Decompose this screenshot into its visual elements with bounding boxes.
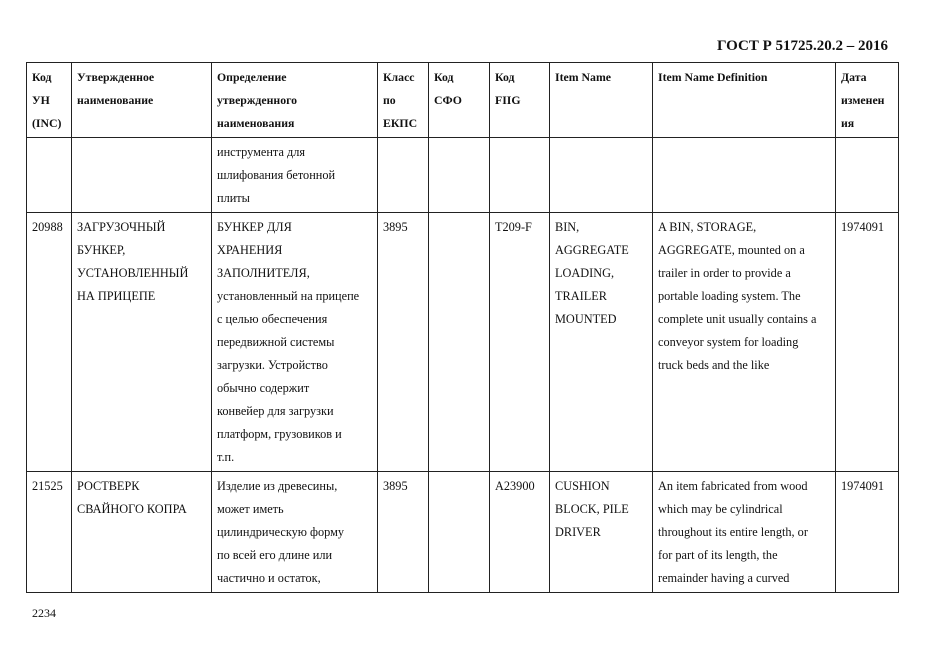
cell-approved-name (72, 138, 212, 213)
cell-name-definition-line: БУНКЕР ДЛЯ (217, 220, 292, 234)
cell-inc-code (27, 138, 72, 213)
cell-item-name-definition-line: remainder having a curved (658, 571, 790, 585)
cell-name-definition-line: установленный на прицепе (217, 289, 360, 303)
cell-item-name-definition (653, 213, 836, 472)
cell-name-definition-line: передвижной системы (217, 335, 335, 349)
header-inc-code (27, 63, 72, 138)
header-sfo-code-line: Код (434, 70, 454, 84)
cell-change-date (836, 138, 899, 213)
cell-approved-name-line: НА ПРИЦЕПЕ (77, 289, 156, 303)
cell-name-definition-line: платформ, грузовиков и (217, 427, 342, 441)
header-item-name (550, 63, 653, 138)
cell-name-definition-line: конвейер для загрузки (217, 404, 334, 418)
cell-ekps-class (378, 138, 429, 213)
cell-fiig-code (490, 138, 550, 213)
header-fiig-code-line: Код (495, 70, 515, 84)
cell-item-name-definition-line: AGGREGATE, mounted on a (658, 243, 805, 257)
header-ekps-class-line: по (383, 93, 396, 107)
header-fiig-code (490, 63, 550, 138)
cell-item-name-definition-line: which may be cylindrical (658, 502, 783, 516)
cell-name-definition-line: с целью обеспечения (217, 312, 328, 326)
cell-name-definition-line: Изделие из древесины, (217, 479, 338, 493)
cell-item-name-definition-line: An item fabricated from wood (658, 479, 808, 493)
cell-item-name (550, 472, 653, 593)
cell-inc-code-line: 20988 (32, 220, 63, 234)
cell-item-name-line: LOADING, (555, 266, 615, 280)
header-inc-code-line: УН (32, 93, 50, 107)
header-fiig-code-line: FIIG (495, 93, 521, 107)
cell-fiig-code (490, 213, 550, 472)
cell-approved-name-line: СВАЙНОГО КОПРА (77, 502, 187, 516)
cell-item-name-line: TRAILER (555, 289, 607, 303)
cell-item-name-definition-line: trailer in order to provide a (658, 266, 791, 280)
header-change-date (836, 63, 899, 138)
cell-item-name (550, 213, 653, 472)
header-name-definition-line: наименования (217, 116, 295, 130)
header-ekps-class-line: Класс (383, 70, 415, 84)
header-approved-name (72, 63, 212, 138)
cell-inc-code-line: 21525 (32, 479, 63, 493)
cell-change-date (836, 472, 899, 593)
cell-ekps-class-line: 3895 (383, 220, 408, 234)
cell-approved-name-line: УСТАНОВЛЕННЫЙ (77, 266, 189, 280)
cell-item-name-definition (653, 472, 836, 593)
cell-sfo-code (429, 472, 490, 593)
cell-name-definition-line: шлифования бетонной (217, 168, 336, 182)
header-change-date-line: изменен (841, 93, 885, 107)
cell-inc-code (27, 472, 72, 593)
cell-change-date-line: 1974091 (841, 220, 885, 234)
cell-item-name-line: BLOCK, PILE (555, 502, 629, 516)
table-row (27, 138, 899, 213)
cell-item-name-definition-line: conveyor system for loading (658, 335, 799, 349)
cell-sfo-code (429, 138, 490, 213)
header-change-date-line: Дата (841, 70, 867, 84)
cell-ekps-class (378, 213, 429, 472)
cell-change-date-line: 1974091 (841, 479, 885, 493)
cell-item-name-definition (653, 138, 836, 213)
cell-inc-code (27, 213, 72, 472)
cell-item-name-line: BIN, (555, 220, 580, 234)
header-item-name-definition (653, 63, 836, 138)
cell-name-definition-line: плиты (217, 191, 250, 205)
cell-name-definition-line: ЗАПОЛНИТЕЛЯ, (217, 266, 310, 280)
cell-ekps-class (378, 472, 429, 593)
header-sfo-code-line: СФО (434, 93, 462, 107)
cell-name-definition-line: загрузки. Устройство (217, 358, 328, 372)
cell-approved-name (72, 213, 212, 472)
cell-item-name-definition-line: for part of its length, the (658, 548, 778, 562)
cell-change-date (836, 213, 899, 472)
cell-name-definition-line: может иметь (217, 502, 284, 516)
cell-item-name-definition-line: complete unit usually contains a (658, 312, 817, 326)
header-ekps-class (378, 63, 429, 138)
cell-name-definition-line: обычно содержит (217, 381, 310, 395)
cell-approved-name-line: РОСТВЕРК (77, 479, 140, 493)
cell-sfo-code (429, 213, 490, 472)
header-sfo-code (429, 63, 490, 138)
cell-item-name-line: AGGREGATE (555, 243, 629, 257)
cell-fiig-code-line: T209-F (495, 220, 532, 234)
cell-approved-name (72, 472, 212, 593)
header-approved-name-line: Утвержденное (77, 70, 155, 84)
header-name-definition (212, 63, 378, 138)
cell-name-definition-line: ХРАНЕНИЯ (217, 243, 283, 257)
cell-item-name-definition-line: throughout its entire length, or (658, 525, 808, 539)
cell-item-name-definition-line: A BIN, STORAGE, (658, 220, 757, 234)
cell-fiig-code (490, 472, 550, 593)
header-change-date-line: ия (841, 116, 855, 130)
cell-name-definition (212, 472, 378, 593)
table-header-row (27, 63, 899, 138)
cell-approved-name-line: БУНКЕР, (77, 243, 126, 257)
cell-item-name (550, 138, 653, 213)
cell-item-name-line: CUSHION (555, 479, 610, 493)
header-inc-code-line: Код (32, 70, 52, 84)
cell-ekps-class-line: 3895 (383, 479, 408, 493)
header-inc-code-line: (INC) (32, 116, 62, 130)
header-ekps-class-line: ЕКПС (383, 116, 418, 130)
cell-name-definition-line: частично и остаток, (217, 571, 321, 585)
cell-item-name-definition-line: truck beds and the like (658, 358, 770, 372)
page-number: 2234 (32, 606, 56, 620)
cell-name-definition (212, 213, 378, 472)
cell-approved-name-line: ЗАГРУЗОЧНЫЙ (77, 220, 166, 234)
header-name-definition-line: Определение (217, 70, 287, 84)
header-item-name-line: Item Name (555, 70, 612, 84)
cell-name-definition-line: инструмента для (217, 145, 306, 159)
cell-name-definition (212, 138, 378, 213)
cell-name-definition-line: цилиндрическую форму (217, 525, 345, 539)
header-item-name-definition-line: Item Name Definition (658, 70, 768, 84)
cell-item-name-line: MOUNTED (555, 312, 617, 326)
document-code: ГОСТ Р 51725.20.2 – 2016 (716, 38, 888, 54)
catalog-table (26, 62, 899, 593)
cell-fiig-code-line: A23900 (495, 479, 535, 493)
table-row (27, 213, 899, 472)
header-name-definition-line: утвержденного (217, 93, 298, 107)
cell-item-name-line: DRIVER (555, 525, 601, 539)
cell-name-definition-line: по всей его длине или (217, 548, 333, 562)
header-approved-name-line: наименование (77, 93, 154, 107)
cell-item-name-definition-line: portable loading system. The (658, 289, 801, 303)
cell-name-definition-line: т.п. (217, 450, 235, 464)
table-row (27, 472, 899, 593)
